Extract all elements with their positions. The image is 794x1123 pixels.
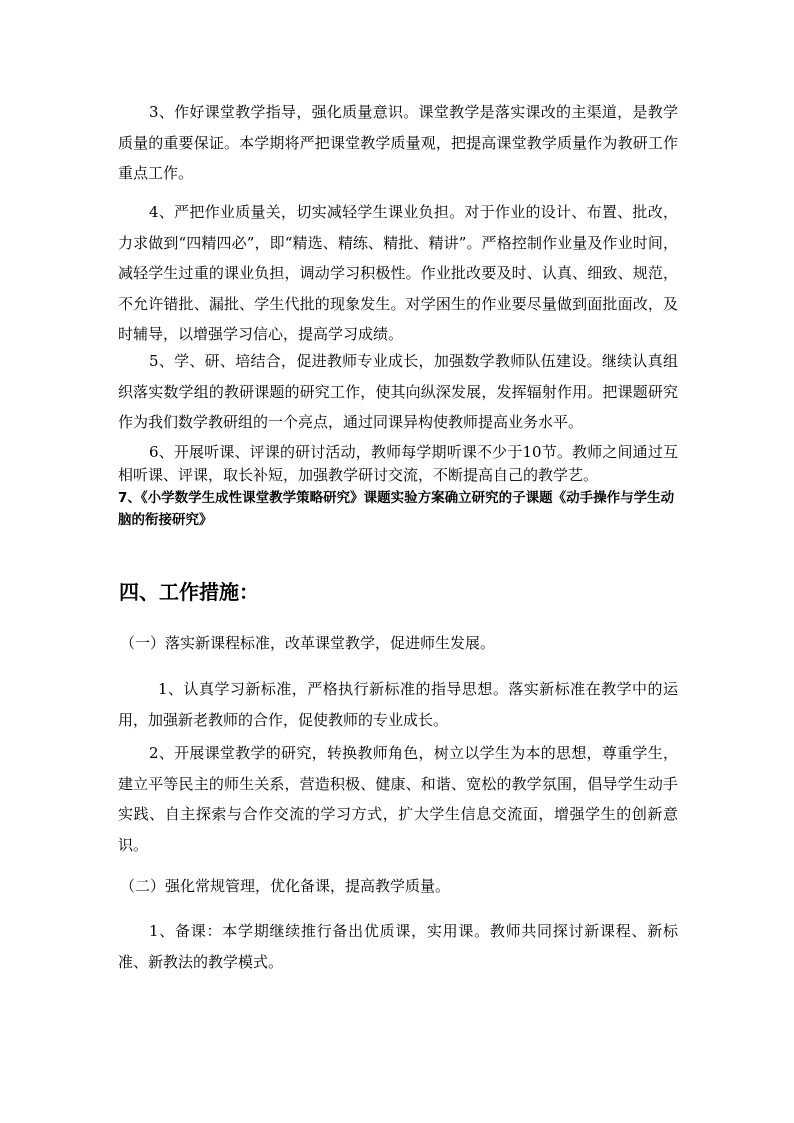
item-1-paragraph: 1、认真学习新标准，严格执行新标准的指导思想。落实新标准在教学中的运用，加强新老教师的合作，促使教师的专业成长。 xyxy=(118,680,678,729)
item-3-paragraph: 1、备课：本学期继续推行备出优质课，实用课。教师共同探讨新课程、新标准、新教法的教学模式。 xyxy=(118,922,678,971)
paragraph-7: 7、《小学数学生成性课堂教学策略研究》课题实验方案确立研究的子课题《动手操作与学生动脑的衔接研究》 xyxy=(118,490,675,528)
item-2-paragraph: 2、开展课堂教学的研究，转换教师角色，树立以学生为本的思想，尊重学生，建立平等民主的师生关系，营造积极、健康、和谐、宽松的教学氛围，倡导学生动手实践、自主探索与合作交流的学习方式，扩大学生信息交流面，增强学生的创新意识。 xyxy=(118,744,678,854)
subsection-1-title: （一）落实新课程标准，改革课堂教学，促进师生发展。 xyxy=(120,634,496,652)
subsection-2-title: （二）强化常规管理，优化备课，提高教学质量。 xyxy=(120,877,451,895)
paragraph-6: 6、开展听课、评课的研讨活动，教师每学期听课不少于10节。教师之间通过互相听课、评课，取长补短，加强教学研讨交流，不断提高自己的教学艺。 xyxy=(118,443,678,484)
paragraph-3: 3、作好课堂教学指导，强化质量意识。课堂教学是落实课改的主渠道，是教学质量的重要保证。本学期将严把课堂教学质量观，把提高课堂教学质量作为教研工作重点工作。 xyxy=(118,103,678,182)
paragraph-5: 5、学、研、培结合，促进教师专业成长，加强数学教师队伍建设。继续认真组织落实数学组的教研课题的研究工作，使其向纵深发展，发挥辐射作用。把课题研究作为我们数学教研组的一个亮点，通过同课异构使教师提高业务水平。 xyxy=(118,352,678,431)
section-heading: 四、工作措施： xyxy=(119,580,259,604)
paragraph-4: 4、严把作业质量关，切实减轻学生课业负担。对于作业的设计、布置、批改，力求做到“四精四必”，即“精选、精练、精批、精讲”。严格控制作业量及作业时间，减轻学生过重的课业负担，调动学习积极性。作业批改要及时、认真、细致、规范，不允许错批、漏批、学生代批的现象发生。对学困生的作业要尽量做到面批面改，及时辅导，以增强学习信心，提高学习成绩。 xyxy=(118,203,678,343)
